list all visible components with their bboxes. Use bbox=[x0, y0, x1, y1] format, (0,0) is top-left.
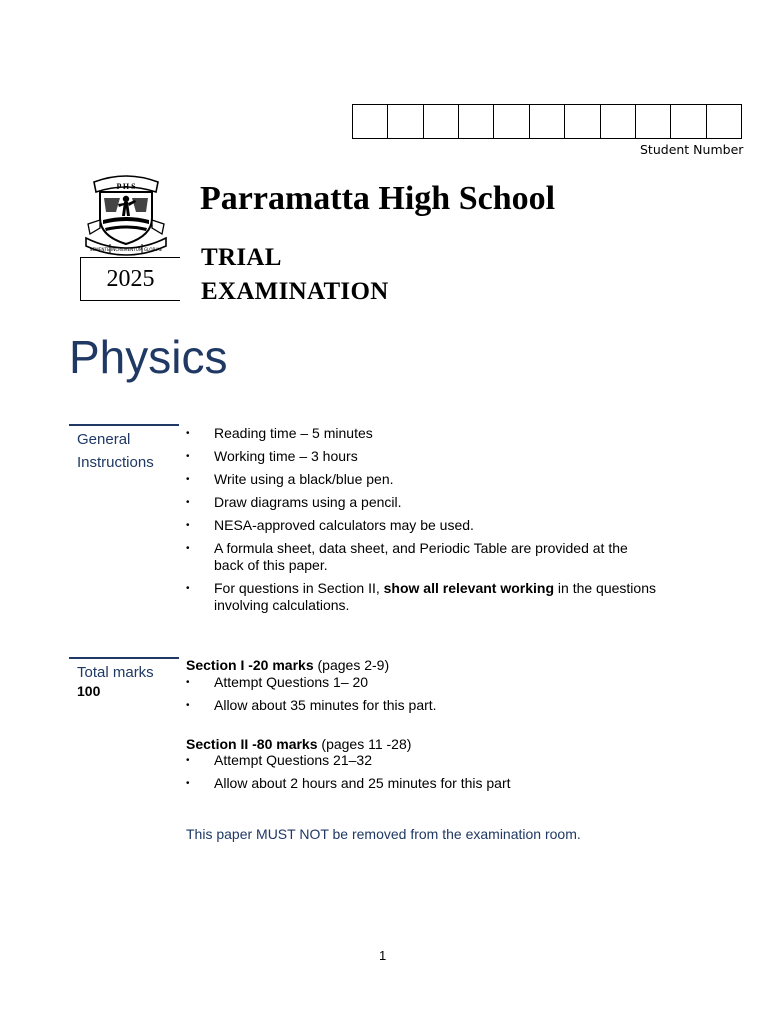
student-number-digit-box[interactable] bbox=[564, 105, 599, 138]
list-item bbox=[186, 674, 656, 691]
student-number-label: Student Number bbox=[640, 142, 744, 157]
instruction-emphasis: show all relevant working bbox=[383, 580, 555, 596]
student-number-digit-box[interactable] bbox=[353, 105, 387, 138]
student-number-digit-box[interactable] bbox=[670, 105, 705, 138]
student-number-digit-box[interactable] bbox=[635, 105, 670, 138]
general-instructions-rule bbox=[69, 424, 179, 426]
school-name: Parramatta High School bbox=[200, 180, 556, 217]
section-2-item: Allow about 2 hours and 25 minutes for this part bbox=[214, 775, 511, 791]
student-number-boxes[interactable] bbox=[352, 104, 742, 139]
list-item bbox=[186, 425, 656, 442]
section-1-pages: (pages 2-9) bbox=[313, 657, 390, 673]
total-marks-rule bbox=[69, 657, 179, 659]
instruction-text-start: For questions in Section II, bbox=[214, 580, 384, 596]
exam-type-line-2: EXAMINATION bbox=[201, 278, 389, 305]
list-item bbox=[186, 517, 656, 534]
crest-motto: SEMENTE INCREMENTUM GLORIAE bbox=[89, 247, 163, 252]
student-number-digit-box[interactable] bbox=[706, 105, 741, 138]
section-1-item: Allow about 35 minutes for this part. bbox=[214, 697, 437, 713]
section-2-title: Section II -80 marks bbox=[186, 736, 318, 752]
bullet-icon: • bbox=[186, 677, 190, 688]
bullet-icon: • bbox=[186, 428, 190, 439]
student-number-digit-box[interactable] bbox=[458, 105, 493, 138]
student-number-digit-box[interactable] bbox=[529, 105, 564, 138]
instruction-text: Write using a black/blue pen. bbox=[214, 471, 394, 487]
student-number-digit-box[interactable] bbox=[493, 105, 528, 138]
section-1-item: Attempt Questions 1– 20 bbox=[214, 674, 369, 690]
general-instructions-label bbox=[77, 428, 154, 474]
bullet-icon: • bbox=[186, 451, 190, 462]
bullet-icon: • bbox=[186, 700, 190, 711]
list-item bbox=[186, 540, 656, 574]
section-2-list bbox=[186, 752, 656, 798]
exam-year: 2025 bbox=[80, 257, 180, 301]
instruction-text-end: in the questions involving calculations. bbox=[214, 580, 656, 613]
section-2-heading bbox=[186, 736, 411, 753]
list-item bbox=[186, 697, 656, 714]
bullet-icon: • bbox=[186, 543, 190, 554]
section-2-pages: (pages 11 -28) bbox=[317, 736, 412, 752]
bullet-icon: • bbox=[186, 520, 190, 531]
section-2-item: Attempt Questions 21–32 bbox=[214, 752, 372, 768]
bullet-icon: • bbox=[186, 583, 190, 594]
bullet-icon: • bbox=[186, 474, 190, 485]
instruction-text: Reading time – 5 minutes bbox=[214, 425, 373, 441]
exam-type-line-1: TRIAL bbox=[201, 244, 282, 271]
bullet-icon: • bbox=[186, 497, 190, 508]
list-item bbox=[186, 752, 656, 769]
total-marks-label: Total marks bbox=[77, 664, 154, 681]
crest-letters: P H S bbox=[116, 182, 136, 191]
instruction-text: Working time – 3 hours bbox=[214, 448, 358, 464]
list-item bbox=[186, 775, 656, 792]
instruction-text bbox=[214, 580, 656, 613]
subject-title: Physics bbox=[69, 331, 228, 383]
instruction-text: Draw diagrams using a pencil. bbox=[214, 494, 402, 510]
total-marks-value: 100 bbox=[77, 683, 101, 699]
section-1-heading bbox=[186, 657, 389, 674]
instruction-text: A formula sheet, data sheet, and Periodic Table are provided at the back of this paper. bbox=[214, 540, 628, 573]
page-number: 1 bbox=[379, 948, 387, 963]
section-1-title: Section I -20 marks bbox=[186, 657, 314, 673]
general-instructions-list bbox=[186, 425, 656, 620]
general-label-line-2: Instructions bbox=[77, 454, 154, 471]
removal-notice: This paper MUST NOT be removed from the examination room. bbox=[186, 826, 581, 842]
list-item bbox=[186, 471, 656, 488]
list-item bbox=[186, 448, 656, 465]
list-item bbox=[186, 580, 656, 614]
bullet-icon: • bbox=[186, 778, 190, 789]
instruction-text: NESA-approved calculators may be used. bbox=[214, 517, 474, 533]
bullet-icon: • bbox=[186, 755, 190, 766]
student-number-digit-box[interactable] bbox=[600, 105, 635, 138]
general-label-line-1: General bbox=[77, 431, 131, 448]
section-1-list bbox=[186, 674, 656, 720]
list-item bbox=[186, 494, 656, 511]
school-crest-logo bbox=[80, 168, 172, 256]
student-number-digit-box[interactable] bbox=[387, 105, 422, 138]
student-number-digit-box[interactable] bbox=[423, 105, 458, 138]
